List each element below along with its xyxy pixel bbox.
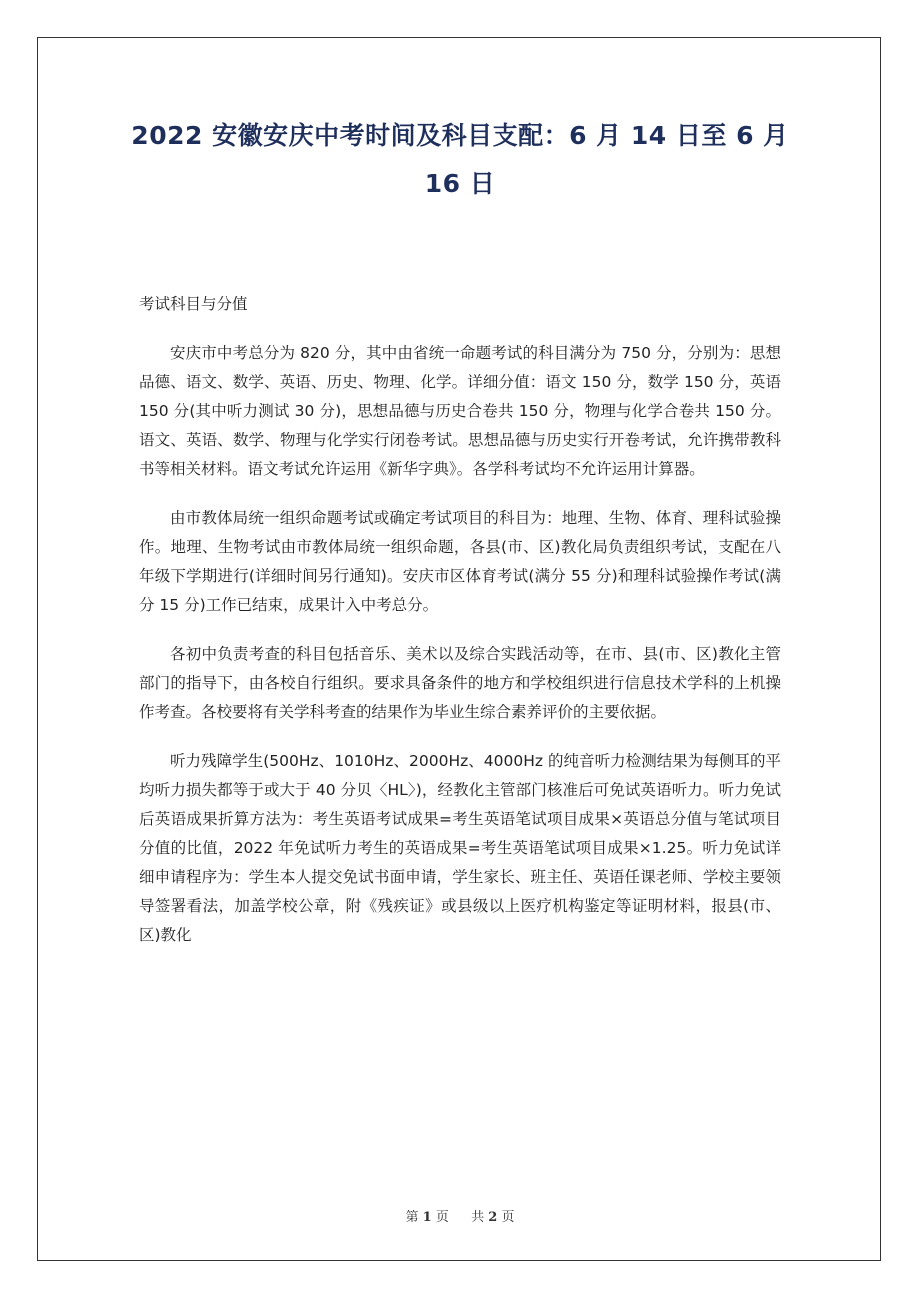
paragraph-hearing-exemption: 听力残障学生(500Hz、1010Hz、2000Hz、4000Hz 的纯音听力检测结果为每侧耳的平均听力损失都等于或大于 40 分贝〈HL〉)，经教化主管部门核准后可免试英语听力。听力免试后英语成果折算方法为：考生英语考试成果=考生英语笔试项目成果×英语总分值与笔试项目分值的比值，2022 年免试听力考生的英语成果=考生英语笔试项目成果×1.25。听力免试详细申请程序为：学生本人提交免试书面申请，学生家长、班主任、英语任课老师、学校主要领导签署看法，加盖学校公章，附《残疾证》或县级以上医疗机构鉴定等证明材料，报县(市、区)教化 [139, 752, 781, 944]
total-suffix: 页 [501, 1210, 515, 1225]
paragraph-school-subjects: 各初中负责考查的科目包括音乐、美术以及综合实践活动等，在市、县(市、区)教化主管部门的指导下，由各校自行组织。要求具备条件的地方和学校组织进行信息技术学科的上机操作考查。各校要将有关学科考查的结果作为毕业生综合素养评价的主要依据。 [139, 645, 781, 721]
page-footer [0, 1206, 920, 1225]
page-suffix: 页 [435, 1210, 449, 1225]
page-prefix: 第 [405, 1210, 419, 1225]
document-title: 2022 安徽安庆中考时间及科目支配：6 月 14 日至 6 月 16 日 [131, 121, 789, 198]
section-heading: 考试科目与分值 [139, 295, 248, 313]
total-prefix: 共 [471, 1210, 485, 1225]
document-body [139, 290, 781, 970]
total-pages-number: 2 [488, 1210, 498, 1225]
current-page-number: 1 [422, 1210, 432, 1225]
paragraph-city-subjects: 由市教体局统一组织命题考试或确定考试项目的科目为：地理、生物、体育、理科试验操作。地理、生物考试由市教体局统一组织命题，各县(市、区)教化局负责组织考试，支配在八年级下学期进行(详细时间另行通知)。安庆市区体育考试(满分 55 分)和理科试验操作考试(满分 15 分)工作已结束，成果计入中考总分。 [139, 509, 781, 614]
paragraph-scores: 安庆市中考总分为 820 分，其中由省统一命题考试的科目满分为 750 分，分别为：思想品德、语文、数学、英语、历史、物理、化学。详细分值：语文 150 分，数学 150 分，英语 150 分(其中听力测试 30 分)，思想品德与历史合卷共 150 分，物理与化学合卷共 150 分。语文、英语、数学、物理与化学实行闭卷考试。思想品德与历史实行开卷考试，允许携带教科书等相关材料。语文考试允许运用《新华字典》。各学科考试均不允许运用计算器。 [139, 344, 781, 478]
